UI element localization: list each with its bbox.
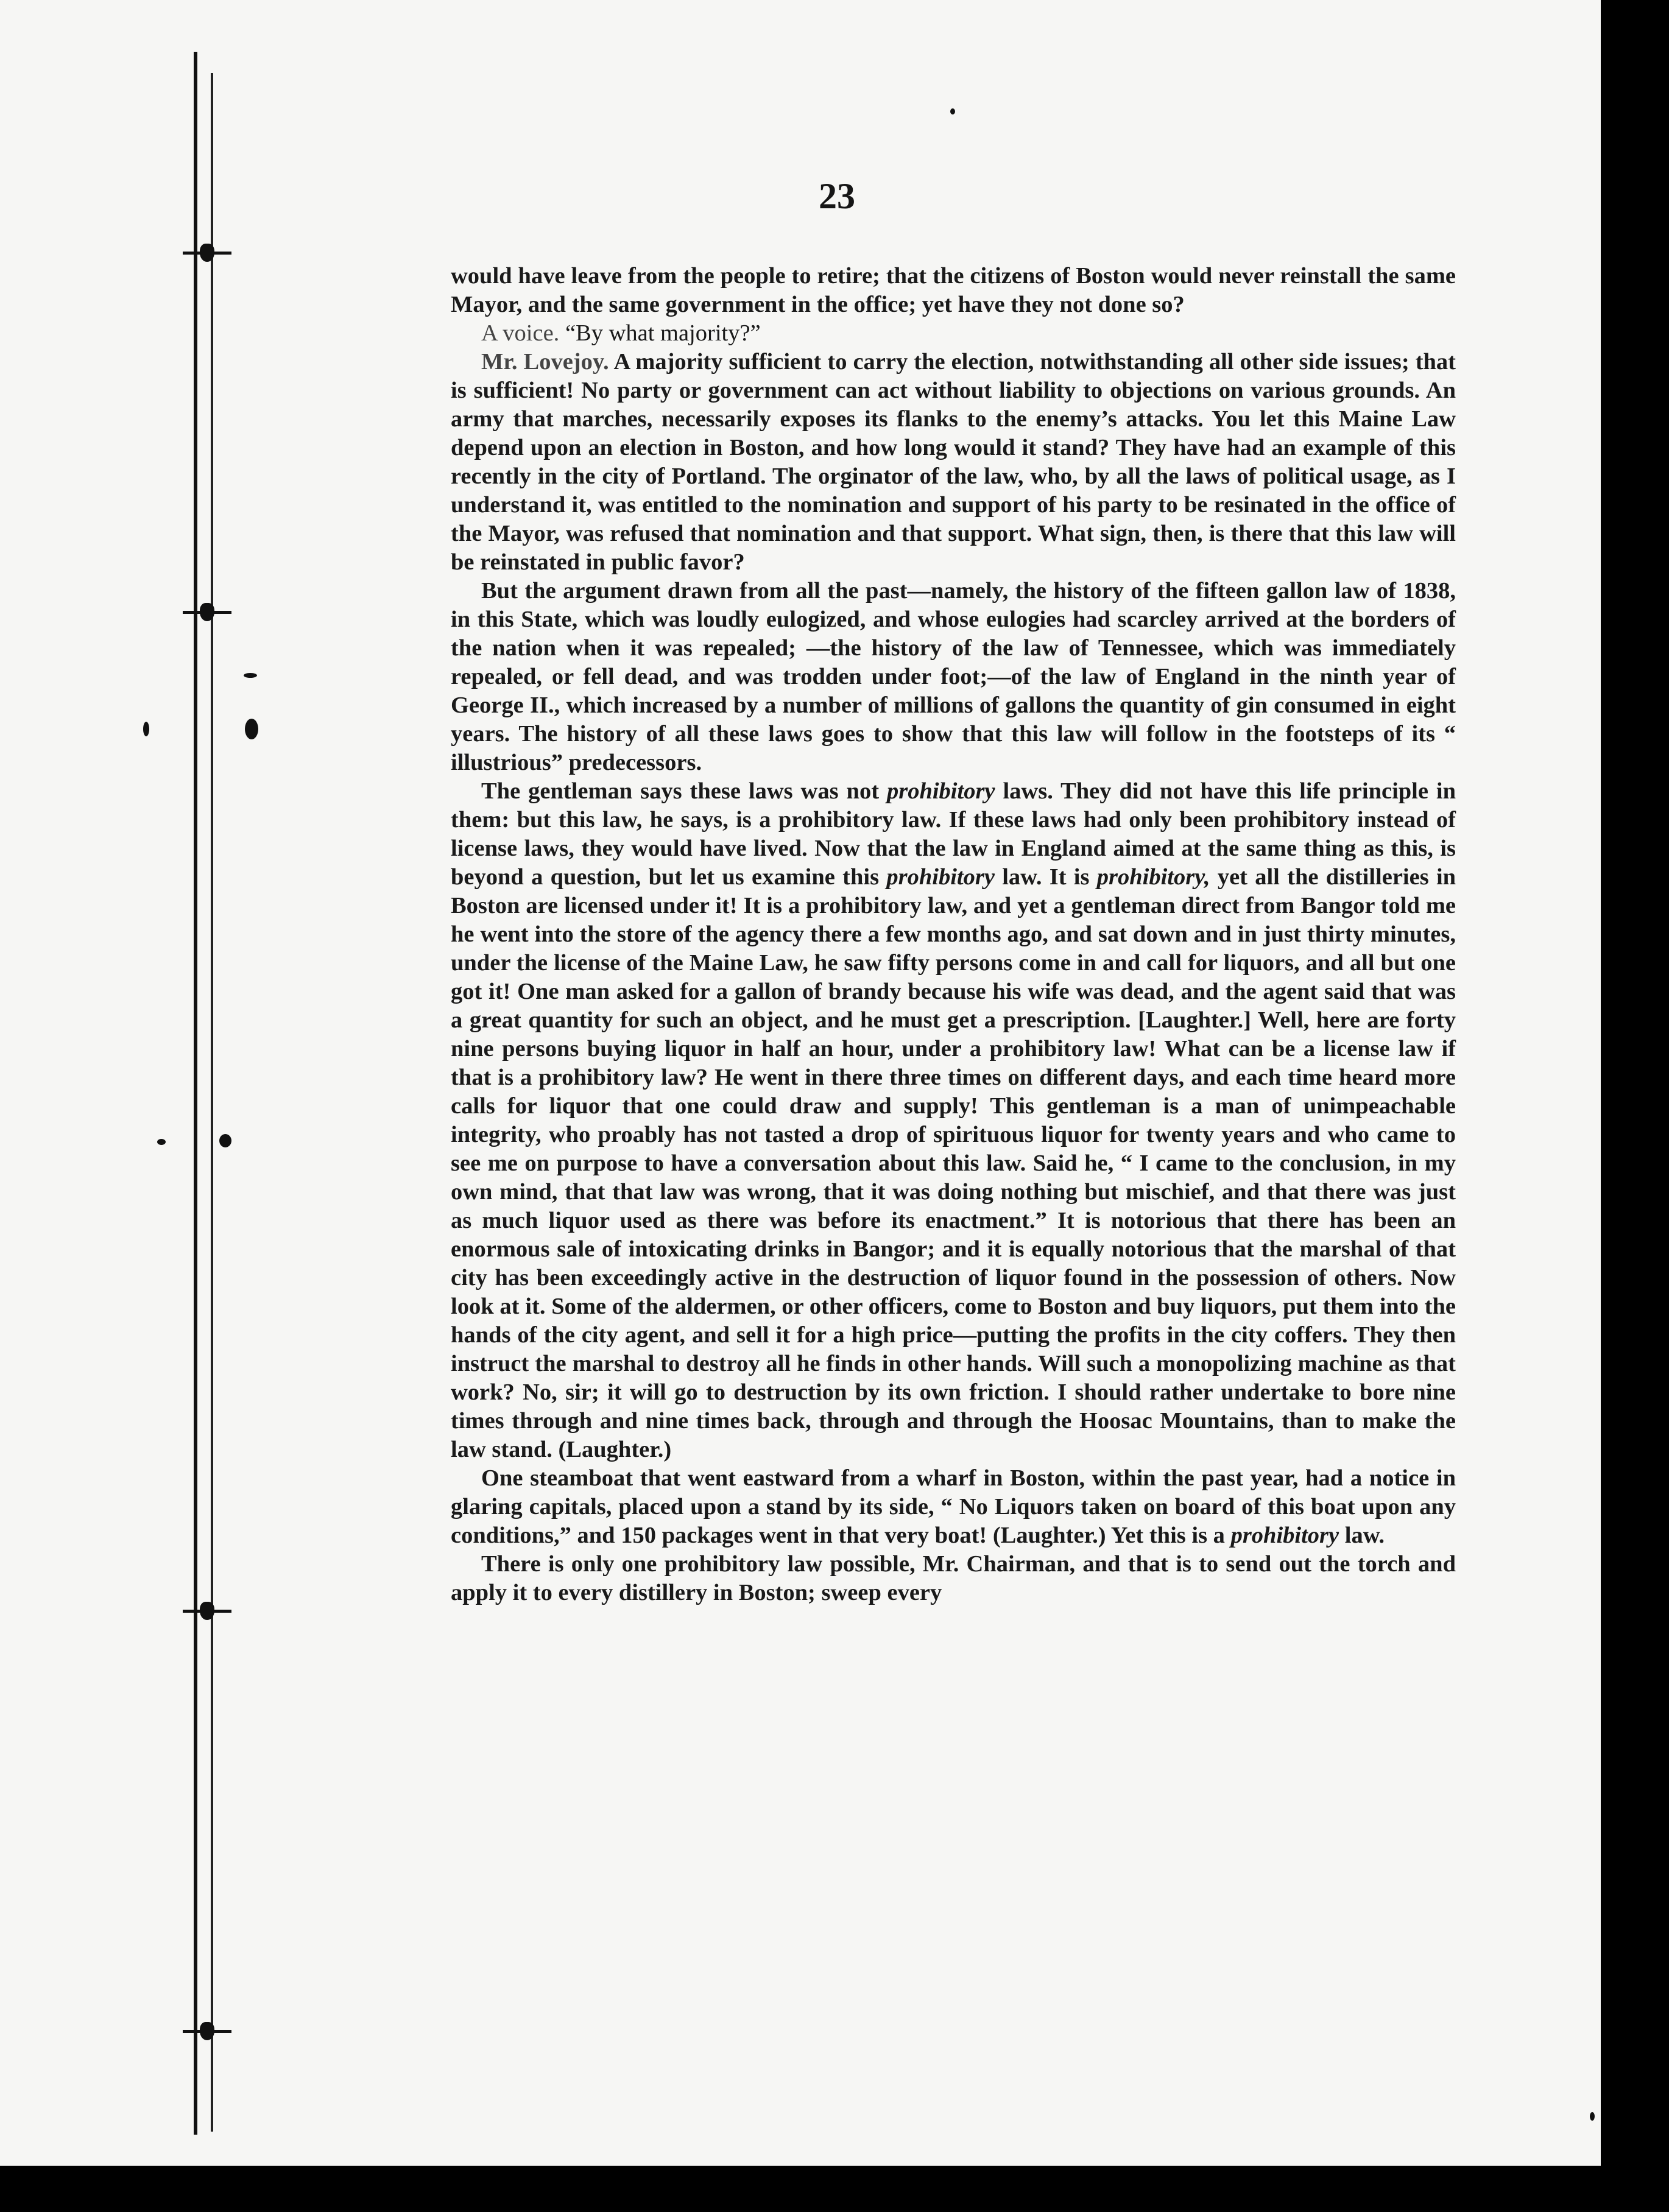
paragraph: But the argument drawn from all the past—namely, the history of the fifteen gallon law of 1838, in this State, which was loudly eulogized, and whose eulogies had scarcley arrived at the borders of the nation when it was repealed; —the history of the law of Tennessee, which was immediately repealed, or fell dead, and was trodden under foot;—of the law of England in the ninth year of George II., which increased by a number of millions of gallons the quantity of gin consumed in eight years. The history of all these laws goes to show that this law will follow in the footsteps of its “ illustrious” predecessors. [451,578,1456,775]
paragraph [451,348,1456,577]
paragraph [451,777,1456,1464]
paragraph [451,1464,1456,1550]
binding-stitch [183,603,231,621]
speck [1590,2112,1595,2121]
speck [143,722,149,736]
emphasis: prohibitory, [1096,864,1210,890]
binding-stitch [183,244,231,262]
paragraph-text: laws. They did not have this life principle in them: but this law, he says, is a prohibitory law. If these laws had only been prohibitory instead of license laws, they would have lived. Now that the law in England aimed at the same thing as this, is beyond a question, but let us examine this [451,778,1456,890]
speck [950,108,955,114]
paragraph-text: The gentleman says these laws was not [481,778,880,804]
paragraph: would have leave from the people to retire; that the citizens of Boston would never reinstall the same Mayor, and the same government in the office; yet have they not done so? [451,263,1456,317]
paragraph: There is only one prohibitory law possible, Mr. Chairman, and that is to send out the torch and apply it to every distillery in Boston; sweep every [451,1551,1456,1605]
speech: A majority sufficient to carry the election, notwithstanding all other side issues; that is sufficient! No party or government can act without liability to objections on various grounds. An army that marches, necessarily exposes its flanks to the enemy’s attacks. You let this Maine Law depend upon an election in Boston, and how long would it stand? They have had an example of this recently in the city of Portland. The orginator of the law, who, by all the laws of political usage, as I understand it, was entitled to the nomination and support of his party to be resinated in the office of the Mayor, was refused that nomination and that support. What sign, then, is there that this law will be reinstated in public favor? [451,349,1456,575]
speck [245,719,258,739]
page-number: 23 [819,176,855,216]
speck [157,1139,166,1145]
speck [244,673,257,678]
speech: “By what majority?” [565,320,761,346]
body-text [451,262,1456,1607]
paragraph-text: yet all the distilleries in Boston are licensed under it! It is a prohibitory law, and yet a gentleman direct from Bangor told me he went into the store of the agency there a few months ago, and sat down and in just thirty minutes, under the license of the Maine Law, he saw fifty persons come in and call for liquors, and all but one got it! One man asked for a gallon of brandy because his wife was dead, and the agent said that was a great quantity for such an object, and he must get a prescription. [Laughter.] Well, here are forty nine persons buying liquor in half an hour, under a prohibitory law! What can be a license law if that is a prohibitory law? He went in there three times on different days, and each time heard more calls for liquor that one could draw and supply! This gentleman is a man of unimpeachable integrity, who proably has not tasted a drop of spirituous liquor for twenty years and who came to see me on purpose to have a conversation about this law. Said he, “ I came to the conclusion, in my own mind, that that law was wrong, that it was doing nothing but mischief, and that there was just as much liquor used as there was before its enactment.” It is notorious that there has been an enormous sale of intoxicating drinks in Bangor; and it is equally notorious that the marshal of that city has been exceedingly active in the destruction of liquor found in the possession of others. Now look at it. Some of the aldermen, or other officers, come to Boston and buy liquors, put them into the hands of the city agent, and sell it for a high price—putting the profits in the city coffers. They then instruct the marshal to destroy all he finds in other hands. Will such a monopolizing machine as that work? No, sir; it will go to destruction by its own friction. I should rather undertake to bore nine times through and nine times back, through and through the Hoosac Mountains, than to make the law stand. (Laughter.) [451,864,1456,1462]
emphasis: prohibitory [886,778,995,804]
paragraph-text: One steamboat that went eastward from a wharf in Boston, within the past year, had a notice in glaring capitals, placed upon a stand by its side, “ No Liquors taken on board of this boat upon any conditions,” and 150 packages went in that very boat! (Laughter.) Yet this is a [451,1465,1456,1548]
binding-stitch [183,1602,231,1620]
paragraph-text: law. [1344,1523,1385,1548]
paragraph-text: law. It is [1002,864,1090,890]
binding-edge [194,52,197,2135]
emphasis: prohibitory [886,864,995,890]
binding-stitch [183,2022,231,2040]
emphasis: prohibitory [1230,1523,1339,1548]
paragraph [451,319,1456,348]
speaker-label: Mr. Lovejoy. [481,349,609,375]
binding-thread [211,73,213,2132]
speaker-label: A voice. [481,320,560,346]
speck [219,1134,231,1147]
